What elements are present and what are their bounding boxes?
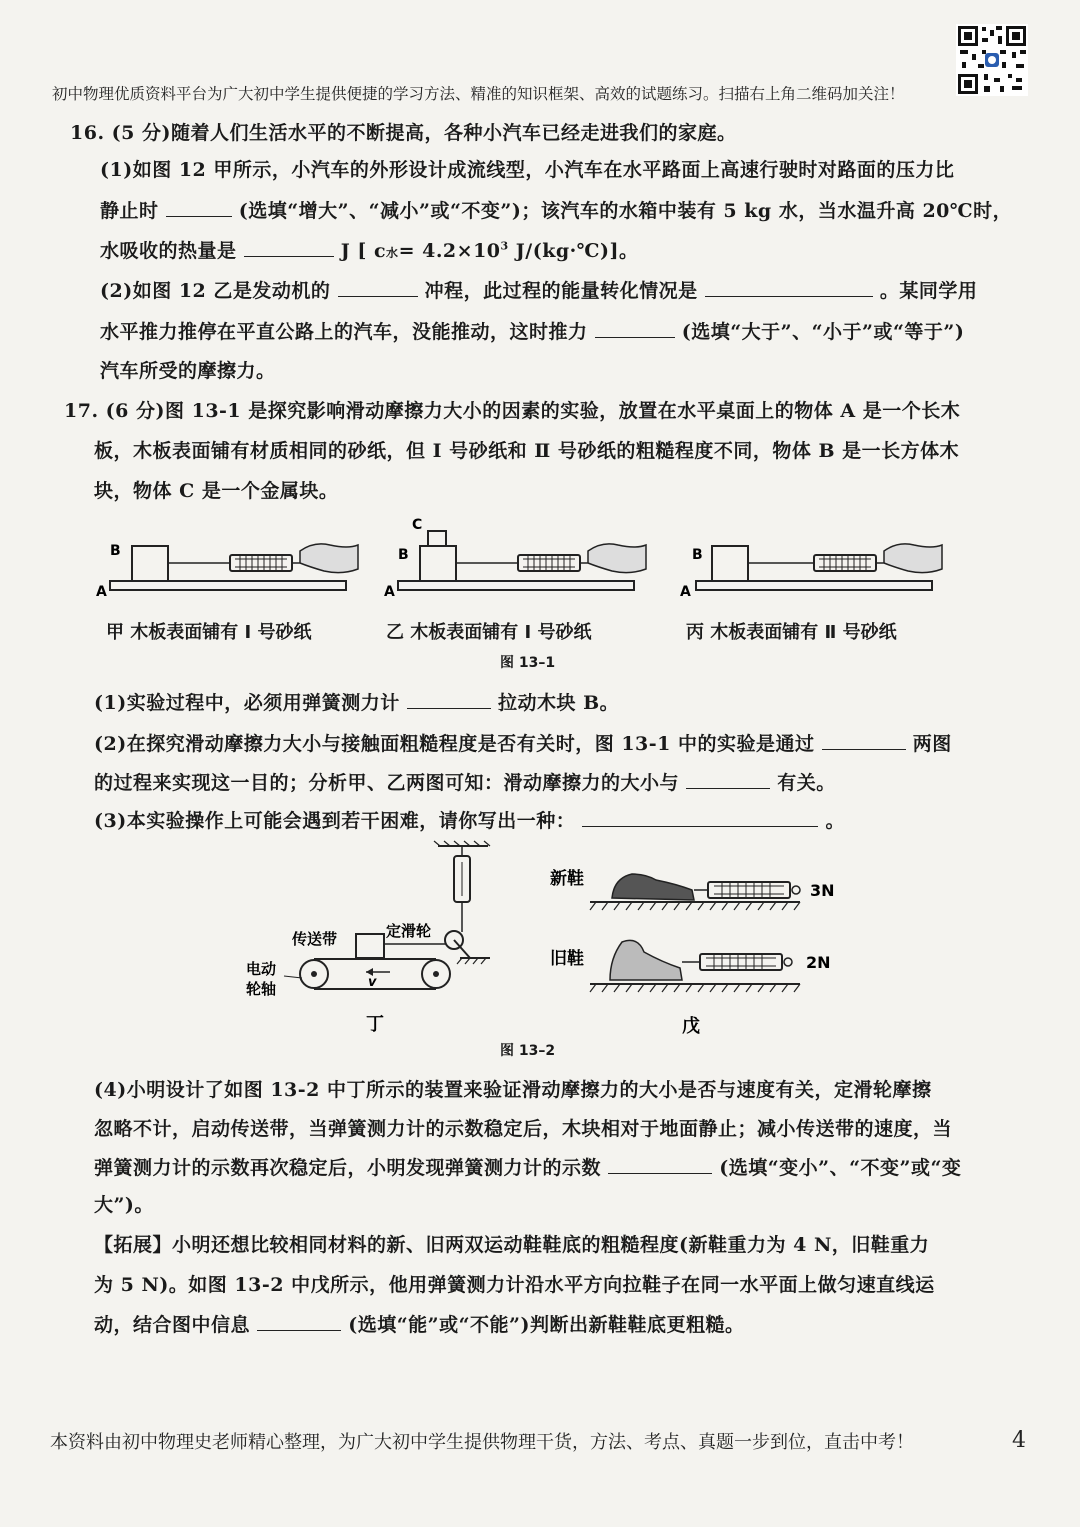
answer-blank-reading[interactable]	[608, 1155, 712, 1174]
block-b	[712, 546, 748, 581]
q17-part4-line2: 忽略不计，启动传送带，当弹簧测力计的示数稳定后，木块相对于地面静止；减小传送带的速度，当	[94, 1118, 953, 1140]
setup-ding	[246, 841, 490, 1035]
q16-stem: 16. (5 分)随着人们生活水平的不断提高，各种小汽车已经走进我们的家庭。	[70, 122, 737, 144]
hand	[580, 544, 646, 573]
q17-part4-line4: 大”)。	[94, 1194, 154, 1216]
spring-scale-new	[708, 882, 790, 898]
spring-scale	[518, 555, 580, 571]
answer-blank-push[interactable]	[595, 319, 675, 338]
answer-blank-judge[interactable]	[257, 1312, 341, 1331]
q17-extension-line3	[94, 1310, 744, 1337]
page-number: 4	[1012, 1428, 1026, 1453]
q16-part2-line1	[100, 276, 977, 303]
q16-superscript: 3	[500, 239, 509, 253]
q17-text: (1)实验过程中，必须用弹簧测力计	[94, 692, 400, 714]
answer-blank-figures[interactable]	[822, 731, 906, 750]
q17-extension-line2: 为 5 N)。如图 13-2 中戊所示，他用弹簧测力计沿水平方向拉鞋子在同一水平面上做匀速直线运	[94, 1274, 935, 1296]
q17-text: (2)在探究滑动摩擦力大小与接触面粗糙程度是否有关时，图 13-1 中的实验是通过	[94, 733, 815, 755]
q16-text: (选填“增大”、“减小”或“不变”)；该汽车的水箱中装有 5 kg 水，当水温升高 20℃时，	[238, 200, 1013, 222]
label-a: A	[384, 584, 395, 600]
q16-text: 水吸收的热量是	[100, 240, 237, 262]
caption-yi: 乙 木板表面铺有 Ⅰ 号砂纸	[386, 622, 592, 643]
figure-13-1-title: 图 13–1	[500, 655, 556, 671]
q17-text: 拉动木块 B。	[497, 692, 620, 714]
caption-jia: 甲 木板表面铺有 Ⅰ 号砂纸	[106, 622, 312, 643]
answer-blank-stroke[interactable]	[338, 278, 418, 297]
figure-13-2-title: 图 13–2	[500, 1043, 556, 1059]
answer-blank-motion[interactable]	[407, 690, 491, 709]
q16-part2-line2	[100, 317, 964, 344]
new-shoe-icon	[612, 874, 694, 900]
q16-text: = 4.2×10	[398, 240, 501, 262]
q16-part2-line3: 汽车所受的摩擦力。	[100, 360, 276, 382]
q16-part1-line1: (1)如图 12 甲所示，小汽车的外形设计成流线型，小汽车在水平路面上高速行驶时对路面的压力比	[100, 159, 955, 181]
block-b	[132, 546, 168, 581]
caption-bing: 丙 木板表面铺有 Ⅱ 号砂纸	[686, 622, 897, 643]
velocity-label: v	[368, 975, 377, 990]
motor-label-1: 电动	[246, 960, 277, 978]
label-b: B	[692, 547, 703, 563]
q16-text: 水平推力推停在平直公路上的汽车，没能推动，这时推力	[100, 321, 588, 343]
header-note: 初中物理优质资料平台为广大初中学生提供便捷的学习方法、精准的知识框架、高效的试题练习。扫描右上角二维码加关注！	[52, 85, 905, 103]
spring-scale-old	[700, 954, 782, 970]
q16-text: J/(kg·℃)]。	[508, 240, 639, 262]
label-wu: 戊	[682, 1016, 700, 1037]
old-shoe-icon	[610, 940, 682, 980]
q16-text: 。某同学用	[879, 280, 978, 302]
q17-part3	[94, 806, 845, 833]
q16-subscript: 水	[386, 246, 399, 260]
setup-bing	[680, 544, 942, 600]
qr-code-icon[interactable]	[956, 24, 1028, 96]
q17-text: (选填“能”或“不能”)判断出新鞋鞋底更粗糙。	[348, 1314, 745, 1336]
block-b	[420, 546, 456, 581]
answer-blank-difficulty[interactable]	[582, 808, 818, 827]
setup-wu	[550, 868, 835, 1037]
q17-text: 两图	[912, 733, 952, 755]
q17-text: 。	[825, 810, 845, 832]
q16-text: (选填“大于”、“小于”或“等于”)	[681, 321, 965, 343]
q17-stem-line3: 块，物体 C 是一个金属块。	[94, 480, 339, 502]
label-b: B	[110, 543, 121, 559]
q17-part1	[94, 688, 619, 715]
answer-blank-factor[interactable]	[686, 770, 770, 789]
hand	[292, 544, 358, 573]
spring-scale	[814, 555, 876, 571]
figure-13-2	[240, 840, 840, 1040]
q17-text: 的过程来实现这一目的；分析甲、乙两图可知：滑动摩擦力的大小与	[94, 772, 680, 794]
q16-text: 静止时	[100, 200, 159, 222]
q17-part4-line1: (4)小明设计了如图 13-2 中丁所示的装置来验证滑动摩擦力的大小是否与速度有关，定滑轮摩擦	[94, 1079, 932, 1101]
q17-part2-line1	[94, 729, 952, 756]
setup-yi	[384, 517, 646, 600]
label-ding: 丁	[366, 1014, 384, 1035]
label-a: A	[96, 584, 107, 600]
q16-text: (2)如图 12 乙是发动机的	[100, 280, 331, 302]
answer-blank-pressure[interactable]	[166, 198, 232, 217]
q17-text: 弹簧测力计的示数再次稳定后，小明发现弹簧测力计的示数	[94, 1157, 602, 1179]
old-shoe-label: 旧鞋	[550, 949, 584, 969]
q16-text: J [ c	[340, 240, 387, 262]
q16-text: 冲程，此过程的能量转化情况是	[424, 280, 698, 302]
force-old-label: 2N	[806, 953, 831, 972]
q16-part1-line3	[100, 236, 639, 263]
q17-text: 动，结合图中信息	[94, 1314, 251, 1336]
q17-part2-line2	[94, 768, 836, 795]
new-shoe-label: 新鞋	[550, 869, 584, 889]
board-a	[696, 581, 932, 590]
q17-stem-line2: 板，木板表面铺有材质相同的砂纸，但 Ⅰ 号砂纸和 Ⅱ 号砂纸的粗糙程度不同，物体 B 是一长方体木	[94, 440, 960, 462]
wooden-block	[356, 934, 384, 958]
board-a	[110, 581, 346, 590]
label-c: C	[412, 517, 423, 533]
q17-text: 有关。	[777, 772, 836, 794]
q16-part1-line2	[100, 196, 1012, 223]
spring-scale	[230, 555, 292, 571]
q17-stem-line1: 17. (6 分)图 13-1 是探究影响滑动摩擦力大小的因素的实验，放置在水平桌面上的物体 A 是一个长木	[64, 400, 961, 422]
answer-blank-energy[interactable]	[705, 278, 873, 297]
footer-note: 本资料由初中物理史老师精心整理，为广大初中学生提供物理干货，方法、考点、真题一步到位，直击中考！	[50, 1432, 914, 1453]
board-a	[398, 581, 634, 590]
q17-extension-line1: 【拓展】小明还想比较相同材料的新、旧两双运动鞋鞋底的粗糙程度(新鞋重力为 4 N，旧鞋重力	[94, 1234, 930, 1256]
figure-13-1	[90, 515, 990, 615]
belt-label: 传送带	[292, 930, 338, 948]
setup-jia	[96, 543, 358, 600]
motor-label-2: 轮轴	[246, 980, 277, 998]
label-b: B	[398, 547, 409, 563]
label-a: A	[680, 584, 691, 600]
q17-text: (3)本实验操作上可能会遇到若干困难，请你写出一种：	[94, 810, 576, 832]
answer-blank-heat[interactable]	[244, 238, 334, 257]
force-new-label: 3N	[810, 881, 835, 900]
pulley-label: 定滑轮	[386, 922, 432, 940]
hand	[876, 544, 942, 573]
q17-part4-line3	[94, 1153, 961, 1180]
q17-text: (选填“变小”、“不变”或“变	[719, 1157, 962, 1179]
metal-block-c	[428, 531, 446, 546]
